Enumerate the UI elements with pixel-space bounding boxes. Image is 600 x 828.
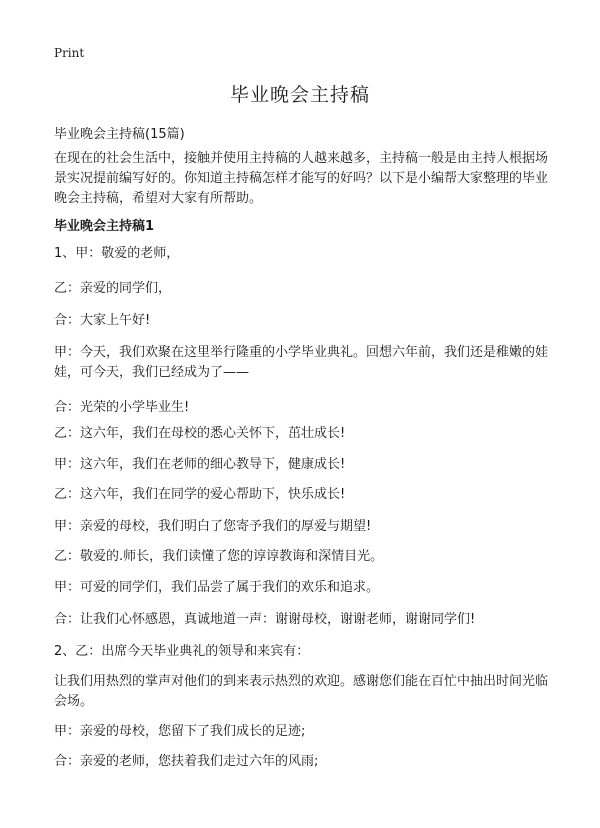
script-line: 甲：这六年，我们在老师的细心教导下，健康成长!: [54, 457, 346, 472]
script-line: 乙：这六年，我们在同学的爱心帮助下，快乐成长!: [54, 487, 346, 502]
section-heading: 毕业晚会主持稿1: [54, 219, 155, 234]
script-line: 甲：亲爱的母校，我们明白了您寄予我们的厚爱与期望!: [54, 519, 372, 534]
print-link[interactable]: Print: [54, 46, 85, 60]
script-line: 合：亲爱的老师，您扶着我们走过六年的风雨;: [54, 754, 319, 769]
script-line: 2、乙：出席今天毕业典礼的领导和来宾有：: [54, 644, 310, 659]
document-subtitle: 毕业晚会主持稿(15篇): [54, 127, 185, 142]
script-line: 乙：这六年，我们在母校的悉心关怀下，茁壮成长!: [54, 426, 346, 441]
script-line: 合：大家上午好!: [54, 313, 151, 328]
script-line: 乙：敬爱的.师长，我们读懂了您的谆谆教诲和深情目光。: [54, 549, 384, 564]
intro-paragraph: 在现在的社会生活中，接触并使用主持稿的人越来越多，主持稿一般是由主持人根据场景实况提前编写好的。你知道主持稿怎样才能写的好吗？以下是小编帮大家整理的毕业晚会主持稿，希望对大家有所帮助。: [54, 151, 549, 206]
script-line: 合：光荣的小学毕业生!: [54, 400, 190, 415]
script-line: 甲：可爱的同学们，我们品尝了属于我们的欢乐和追求。: [54, 580, 380, 595]
script-line: 合：让我们心怀感恩，真诚地道一声：谢谢母校，谢谢老师，谢谢同学们!: [54, 612, 476, 627]
script-line: 甲：亲爱的母校，您留下了我们成长的足迹;: [54, 724, 306, 739]
script-line: 1、甲：敬爱的老师，: [54, 246, 180, 261]
page-title: 毕业晚会主持稿: [229, 84, 370, 106]
script-line: 乙：亲爱的同学们，: [54, 281, 172, 296]
script-line: 甲：今天，我们欢聚在这里举行隆重的小学毕业典礼。回想六年前，我们还是稚嫩的娃娃，可今天，我们已经成为了——: [54, 345, 549, 380]
script-line: 让我们用热烈的掌声对他们的到来表示热烈的欢迎。感谢您们能在百忙中抽出时间光临会场。: [54, 674, 549, 709]
